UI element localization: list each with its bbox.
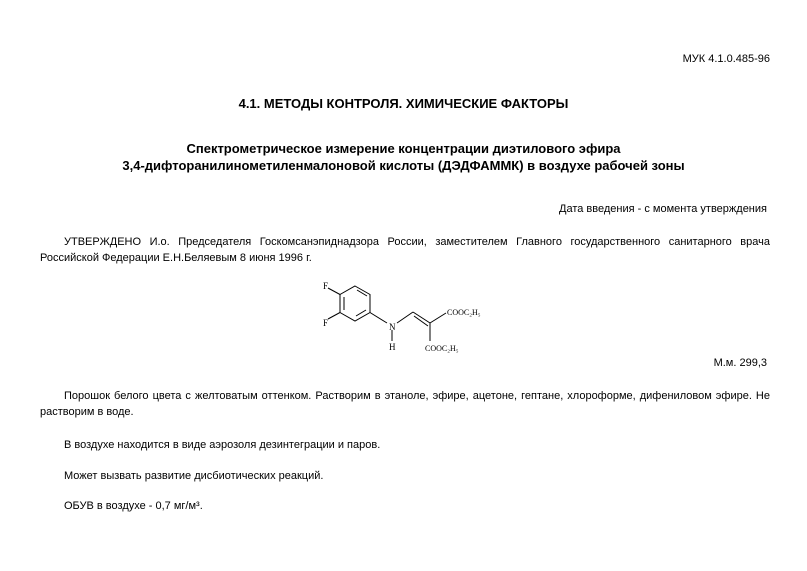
air-state-paragraph: В воздухе находится в виде аэрозоля дезинтеграции и паров. <box>64 439 381 451</box>
ring-double-bond-1 <box>357 290 367 296</box>
bond-ring-n <box>370 313 387 324</box>
structural-formula <box>300 275 500 360</box>
atom-f1: F <box>323 281 329 291</box>
document-title-line-2: 3,4-дифторанилинометиленмалоновой кислоты (ДЭДФАММК) в воздухе рабочей зоны <box>122 158 685 173</box>
formula-bonds <box>328 286 446 341</box>
atom-f2: F <box>323 318 329 328</box>
molar-mass: М.м. 299,3 <box>713 357 767 369</box>
effect-paragraph: Может вызвать развитие дисбиотических реакций. <box>64 470 324 482</box>
bond-f1 <box>328 288 340 295</box>
bond-n-ch <box>397 312 413 323</box>
ester-group-bottom: COOC₂H₅ <box>425 344 459 353</box>
document-title <box>0 140 807 174</box>
description-paragraph: Порошок белого цвета с желтоватым оттенком. Растворим в этаноле, эфире, ацетоне, гептане, хлороформе, дифениловом эфире. Не растворим в воде. <box>40 390 770 418</box>
bond-c-ester-top <box>430 313 446 323</box>
ester-group-top: COOC₂H₅ <box>447 308 481 317</box>
section-title: 4.1. МЕТОДЫ КОНТРОЛЯ. ХИМИЧЕСКИЕ ФАКТОРЫ <box>238 96 569 111</box>
atom-h: H <box>389 342 396 352</box>
approval-paragraph: УТВЕРЖДЕНО И.о. Председателя Госкомсанэпиднадзора России, заместителем Главного государственного санитарного врача Российской Федерации Е.Н.Беляевым 8 июня 1996 г. <box>40 236 770 264</box>
atom-n: N <box>389 322 396 332</box>
bond-f2 <box>328 313 340 320</box>
limit-paragraph: ОБУВ в воздухе - 0,7 мг/м³. <box>64 500 203 512</box>
introduction-date: Дата введения - с момента утверждения <box>559 203 767 215</box>
document-title-line-1: Спектрометрическое измерение концентрации диэтилового эфира <box>186 141 621 156</box>
document-code: МУК 4.1.0.485-96 <box>682 53 770 65</box>
